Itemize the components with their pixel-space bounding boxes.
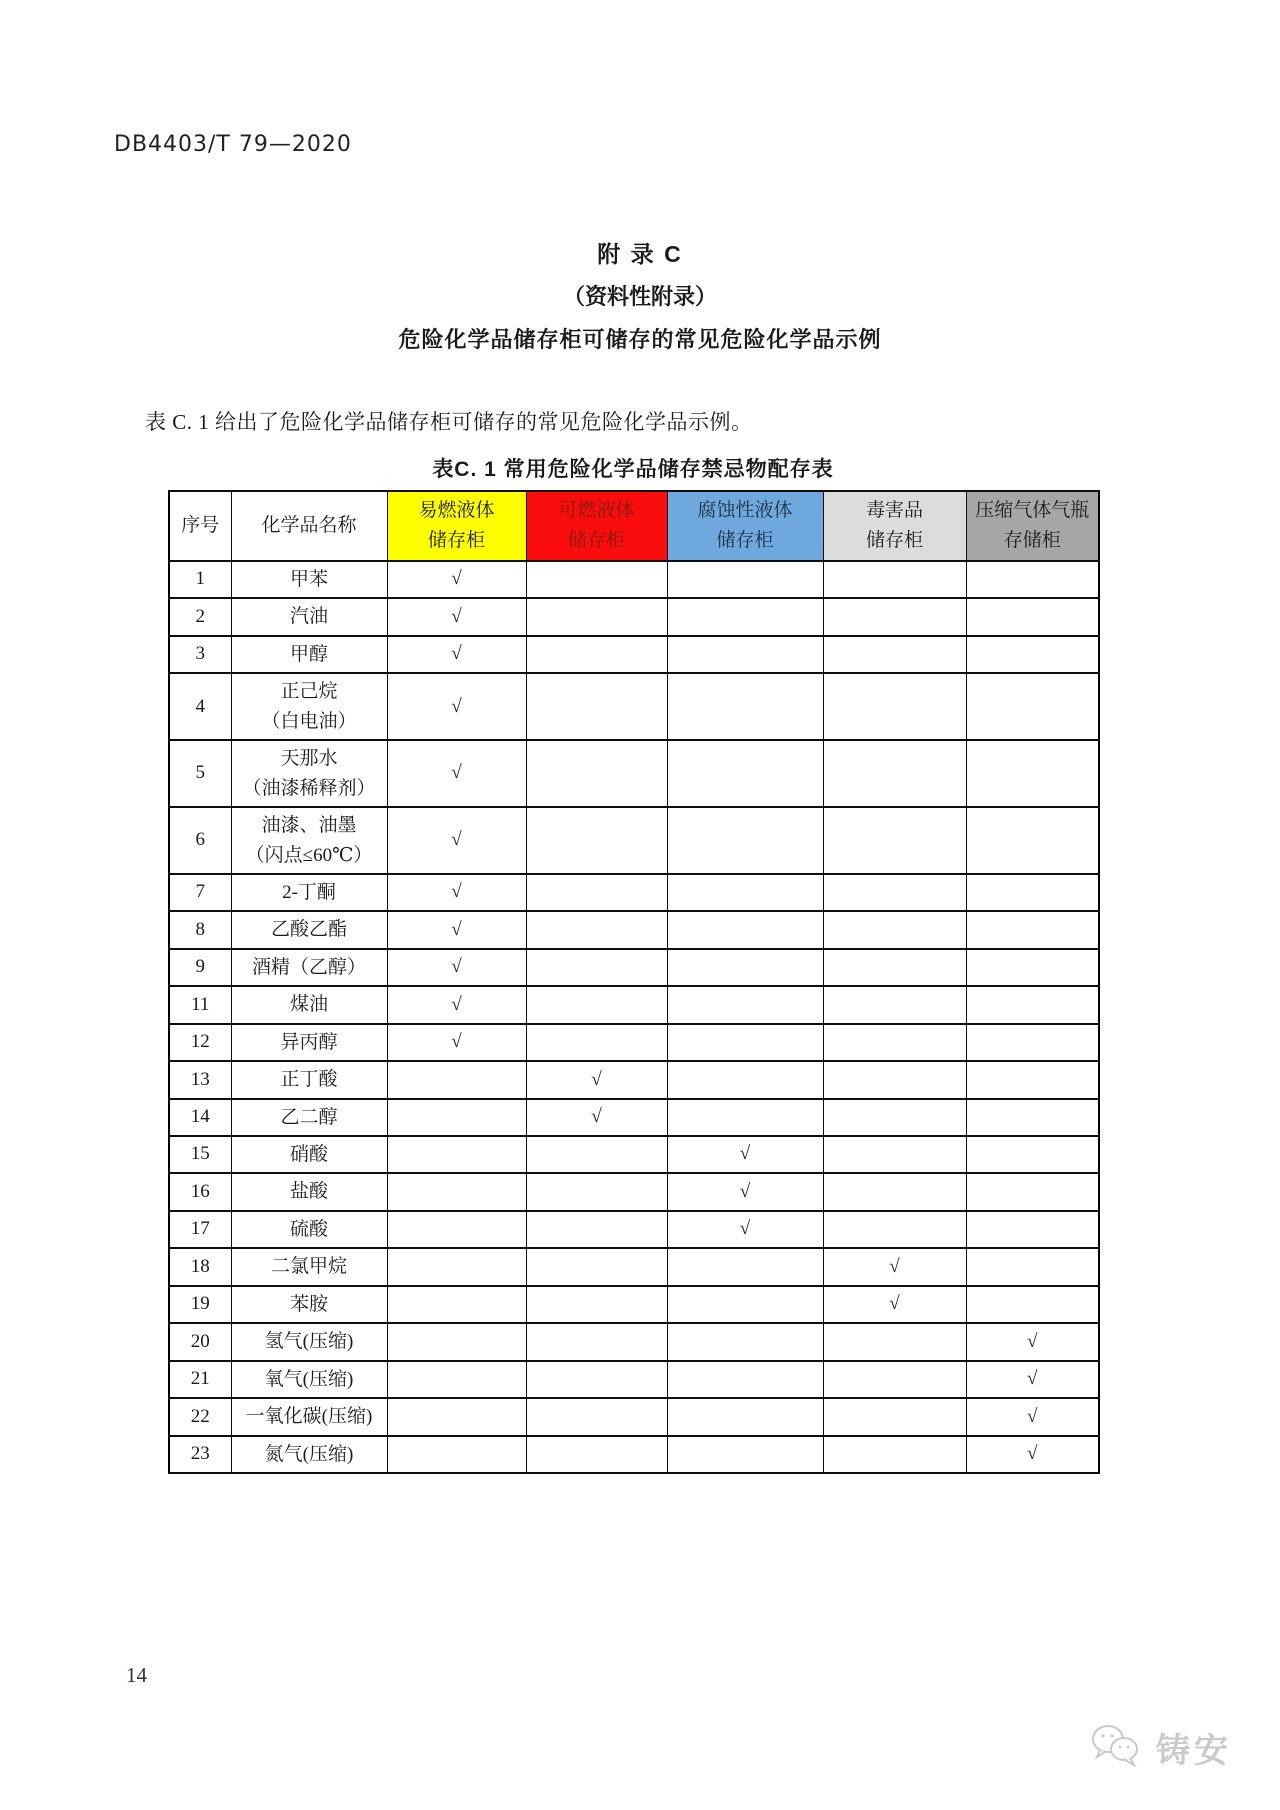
chemical-name-line: 正己烷 — [280, 681, 338, 703]
check-mark: √ — [451, 605, 462, 627]
table-row — [169, 598, 1099, 635]
cell-gas — [966, 949, 1099, 986]
watermark-text: 铸安 — [1156, 1732, 1232, 1770]
table-row — [169, 1173, 1099, 1210]
cell-toxic — [823, 949, 966, 986]
cell-chemical-name — [231, 636, 387, 673]
cell-flammable — [387, 673, 526, 740]
cell-toxic — [823, 1323, 966, 1360]
cell-toxic — [823, 1361, 966, 1398]
cell-corrosive — [667, 1361, 823, 1398]
chemical-name-line: 汽油 — [289, 606, 328, 628]
chemical-name-line: 氧气(压缩) — [264, 1368, 354, 1390]
check-mark: √ — [889, 1293, 900, 1315]
cell-gas — [966, 1361, 1099, 1398]
cell-chemical-name — [231, 986, 387, 1023]
check-mark: √ — [1027, 1368, 1038, 1390]
table-row — [169, 1398, 1099, 1435]
cell-index: 11 — [169, 986, 231, 1023]
table-row — [169, 1136, 1099, 1173]
cell-toxic — [823, 1136, 966, 1173]
cell-combustible — [526, 1248, 667, 1285]
cell-flammable — [387, 636, 526, 673]
cell-index: 15 — [169, 1136, 231, 1173]
intro-paragraph: 表 C. 1 给出了危险化学品储存柜可储存的常见危险化学品示例。 — [145, 410, 753, 434]
cell-index: 17 — [169, 1211, 231, 1248]
wechat-bubbles-icon — [1088, 1722, 1142, 1773]
cell-index: 1 — [169, 561, 231, 598]
check-mark: √ — [451, 918, 462, 940]
cell-toxic — [823, 636, 966, 673]
cell-index: 23 — [169, 1436, 231, 1473]
cell-chemical-name — [231, 1398, 387, 1435]
chemical-name-line: 酒精（乙醇） — [251, 956, 366, 978]
cell-index: 16 — [169, 1173, 231, 1210]
cell-chemical-name — [231, 911, 387, 948]
cell-flammable — [387, 1136, 526, 1173]
cell-corrosive — [667, 1024, 823, 1061]
cell-index: 2 — [169, 598, 231, 635]
cell-toxic — [823, 911, 966, 948]
cell-flammable — [387, 1211, 526, 1248]
cell-gas — [966, 673, 1099, 740]
cell-corrosive — [667, 911, 823, 948]
cell-corrosive — [667, 1323, 823, 1360]
cell-corrosive — [667, 561, 823, 598]
cell-corrosive — [667, 1398, 823, 1435]
appendix-subtitle: （资料性附录） — [562, 284, 717, 309]
table-row — [169, 636, 1099, 673]
cell-chemical-name — [231, 673, 387, 740]
cell-flammable — [387, 1286, 526, 1323]
check-mark: √ — [591, 1106, 602, 1128]
table-row — [169, 561, 1099, 598]
check-mark: √ — [1027, 1405, 1038, 1427]
cell-index: 9 — [169, 949, 231, 986]
cell-corrosive — [667, 1099, 823, 1136]
col-header-label: 化学品名称 — [261, 514, 357, 536]
check-mark: √ — [451, 762, 462, 784]
cell-chemical-name — [231, 1173, 387, 1210]
appendix-titles — [0, 236, 1280, 354]
cell-chemical-name — [231, 1286, 387, 1323]
chemical-name-line: 氢气(压缩) — [264, 1331, 354, 1353]
cell-index: 12 — [169, 1024, 231, 1061]
watermark — [1088, 1722, 1232, 1773]
cell-index: 22 — [169, 1398, 231, 1435]
cell-toxic — [823, 1173, 966, 1210]
col-header-label: 储存柜 — [865, 530, 923, 551]
table-caption: 表C. 1 常用危险化学品储存禁忌物配存表 — [432, 458, 834, 481]
table-row — [169, 1361, 1099, 1398]
cell-gas — [966, 561, 1099, 598]
check-mark: √ — [1027, 1442, 1038, 1464]
cell-index: 19 — [169, 1286, 231, 1323]
table-row — [169, 911, 1099, 948]
cell-corrosive — [667, 1061, 823, 1098]
chemical-name-line: 2-丁酮 — [282, 881, 336, 903]
chemical-name-line: 乙二醇 — [280, 1106, 338, 1128]
cell-gas — [966, 1248, 1099, 1285]
table-row — [169, 1248, 1099, 1285]
cell-gas — [966, 1436, 1099, 1473]
cell-toxic — [823, 1248, 966, 1285]
cell-chemical-name — [231, 1061, 387, 1098]
chemical-name-line: 硫酸 — [289, 1218, 328, 1240]
table-row — [169, 1211, 1099, 1248]
chemical-name-line: 乙酸乙酯 — [270, 919, 347, 941]
cell-chemical-name — [231, 874, 387, 911]
cell-flammable — [387, 561, 526, 598]
cell-combustible — [526, 1398, 667, 1435]
check-mark: √ — [451, 643, 462, 665]
cell-flammable — [387, 1398, 526, 1435]
cell-chemical-name — [231, 1136, 387, 1173]
cell-chemical-name — [231, 598, 387, 635]
cell-flammable — [387, 949, 526, 986]
table-row — [169, 807, 1099, 874]
col-header-label: 储存柜 — [716, 530, 774, 551]
cell-chemical-name — [231, 1248, 387, 1285]
cell-corrosive — [667, 598, 823, 635]
cell-combustible — [526, 598, 667, 635]
cell-combustible — [526, 1436, 667, 1473]
col-header-label: 可燃液体 — [558, 499, 635, 521]
table-row — [169, 740, 1099, 807]
appendix-heading: 危险化学品储存柜可储存的常见危险化学品示例 — [398, 327, 882, 352]
cell-gas — [966, 1061, 1099, 1098]
check-mark: √ — [451, 695, 462, 717]
cell-index: 3 — [169, 636, 231, 673]
cell-gas — [966, 636, 1099, 673]
cell-toxic — [823, 1024, 966, 1061]
cell-flammable — [387, 986, 526, 1023]
cell-chemical-name — [231, 561, 387, 598]
cell-index: 20 — [169, 1323, 231, 1360]
cell-toxic — [823, 874, 966, 911]
cell-toxic — [823, 598, 966, 635]
table-row — [169, 874, 1099, 911]
cell-combustible — [526, 673, 667, 740]
chemical-name-line: 煤油 — [289, 994, 328, 1016]
cell-flammable — [387, 1099, 526, 1136]
header-row — [169, 491, 1099, 561]
col-header-label: 压缩气体气瓶 — [975, 499, 1090, 521]
table-body — [169, 561, 1099, 1473]
table-row — [169, 1323, 1099, 1360]
cell-index: 6 — [169, 807, 231, 874]
check-mark: √ — [451, 568, 462, 590]
check-mark: √ — [451, 829, 462, 851]
cell-gas — [966, 911, 1099, 948]
cell-combustible — [526, 1211, 667, 1248]
cell-flammable — [387, 1248, 526, 1285]
storage-compatibility-table — [168, 490, 1100, 1474]
cell-chemical-name — [231, 1099, 387, 1136]
cell-gas — [966, 1173, 1099, 1210]
cell-combustible — [526, 1061, 667, 1098]
cell-flammable — [387, 911, 526, 948]
cell-index: 4 — [169, 673, 231, 740]
cell-chemical-name — [231, 1436, 387, 1473]
cell-gas — [966, 986, 1099, 1023]
cell-flammable — [387, 598, 526, 635]
chemical-name-line: （油漆稀释剂） — [242, 777, 376, 799]
cell-flammable — [387, 1024, 526, 1061]
col-header-index — [169, 491, 231, 561]
cell-gas — [966, 1323, 1099, 1360]
check-mark: √ — [739, 1218, 751, 1240]
cell-chemical-name — [231, 1361, 387, 1398]
table-row — [169, 949, 1099, 986]
cell-toxic — [823, 1398, 966, 1435]
cell-gas — [966, 807, 1099, 874]
cell-gas — [966, 1211, 1099, 1248]
table-row — [169, 673, 1099, 740]
cell-toxic — [823, 673, 966, 740]
cell-flammable — [387, 874, 526, 911]
cell-corrosive — [667, 874, 823, 911]
cell-chemical-name — [231, 1211, 387, 1248]
cell-toxic — [823, 1099, 966, 1136]
chemical-name-line: 正丁酸 — [280, 1069, 338, 1091]
cell-toxic — [823, 1436, 966, 1473]
chemical-name-line: 一氧化碳(压缩) — [245, 1406, 373, 1428]
cell-toxic — [823, 561, 966, 598]
cell-flammable — [387, 807, 526, 874]
cell-toxic — [823, 740, 966, 807]
col-header-flammable — [387, 491, 526, 561]
cell-corrosive — [667, 1211, 823, 1248]
cell-toxic — [823, 1286, 966, 1323]
cell-flammable — [387, 1361, 526, 1398]
check-mark: √ — [451, 993, 462, 1015]
col-header-name — [231, 491, 387, 561]
col-header-label: 储存柜 — [567, 530, 625, 551]
check-mark: √ — [451, 956, 462, 978]
cell-gas — [966, 1398, 1099, 1435]
cell-chemical-name — [231, 1024, 387, 1061]
cell-chemical-name — [231, 740, 387, 807]
doc-code: DB4403/T 79—2020 — [114, 132, 352, 157]
chemical-name-line: 异丙醇 — [280, 1031, 338, 1053]
table-row — [169, 1024, 1099, 1061]
table-header — [169, 491, 1099, 561]
cell-gas — [966, 1286, 1099, 1323]
page-number: 14 — [126, 1663, 147, 1687]
cell-index: 21 — [169, 1361, 231, 1398]
check-mark: √ — [739, 1180, 751, 1202]
cell-flammable — [387, 1173, 526, 1210]
cell-corrosive — [667, 740, 823, 807]
cell-index: 18 — [169, 1248, 231, 1285]
cell-combustible — [526, 807, 667, 874]
chemical-name-line: （闪点≤60℃） — [245, 844, 373, 866]
cell-chemical-name — [231, 949, 387, 986]
col-header-label: 腐蚀性液体 — [697, 499, 793, 521]
col-header-label: 易燃液体 — [418, 499, 495, 521]
cell-gas — [966, 598, 1099, 635]
chemical-name-line: 氮气(压缩) — [264, 1443, 354, 1465]
cell-combustible — [526, 949, 667, 986]
col-header-label: 序号 — [181, 514, 220, 536]
cell-flammable — [387, 740, 526, 807]
cell-combustible — [526, 911, 667, 948]
cell-corrosive — [667, 1286, 823, 1323]
cell-gas — [966, 1136, 1099, 1173]
check-mark: √ — [1027, 1330, 1038, 1352]
cell-gas — [966, 874, 1099, 911]
col-header-gas — [966, 491, 1099, 561]
cell-combustible — [526, 1136, 667, 1173]
col-header-label: 毒害品 — [865, 499, 923, 521]
chemical-name-line: 苯胺 — [289, 1293, 328, 1315]
table-row — [169, 1436, 1099, 1473]
cell-gas — [966, 1099, 1099, 1136]
cell-toxic — [823, 1211, 966, 1248]
cell-corrosive — [667, 673, 823, 740]
cell-corrosive — [667, 986, 823, 1023]
cell-toxic — [823, 807, 966, 874]
cell-gas — [966, 1024, 1099, 1061]
chemical-name-line: 甲苯 — [289, 569, 328, 590]
cell-combustible — [526, 1286, 667, 1323]
cell-combustible — [526, 740, 667, 807]
chemical-name-line: 硝酸 — [289, 1144, 328, 1165]
chemical-name-line: 天那水 — [280, 748, 338, 770]
col-header-toxic — [823, 491, 966, 561]
col-header-label: 存储柜 — [1003, 530, 1061, 551]
cell-corrosive — [667, 1173, 823, 1210]
check-mark: √ — [451, 881, 462, 903]
cell-combustible — [526, 986, 667, 1023]
col-header-label: 储存柜 — [427, 530, 485, 551]
check-mark: √ — [451, 1031, 462, 1053]
cell-chemical-name — [231, 807, 387, 874]
cell-flammable — [387, 1323, 526, 1360]
appendix-title: 附 录 C — [597, 241, 683, 267]
cell-index: 7 — [169, 874, 231, 911]
cell-flammable — [387, 1436, 526, 1473]
cell-combustible — [526, 1024, 667, 1061]
cell-index: 14 — [169, 1099, 231, 1136]
cell-combustible — [526, 1099, 667, 1136]
cell-combustible — [526, 1361, 667, 1398]
cell-corrosive — [667, 807, 823, 874]
cell-index: 8 — [169, 911, 231, 948]
chemical-name-line: 二氯甲烷 — [270, 1256, 347, 1278]
table-row — [169, 986, 1099, 1023]
table-row — [169, 1286, 1099, 1323]
cell-toxic — [823, 1061, 966, 1098]
cell-corrosive — [667, 1136, 823, 1173]
col-header-combustible — [526, 491, 667, 561]
cell-toxic — [823, 986, 966, 1023]
cell-combustible — [526, 636, 667, 673]
chemical-name-line: 油漆、油墨 — [261, 815, 357, 837]
chemical-name-line: （白电油） — [261, 710, 357, 732]
col-header-corrosive — [667, 491, 823, 561]
check-mark: √ — [889, 1255, 900, 1277]
cell-combustible — [526, 561, 667, 598]
cell-chemical-name — [231, 1323, 387, 1360]
cell-corrosive — [667, 1436, 823, 1473]
chemical-name-line: 甲醇 — [289, 643, 328, 665]
check-mark: √ — [739, 1143, 751, 1165]
table-row — [169, 1099, 1099, 1136]
cell-corrosive — [667, 636, 823, 673]
cell-corrosive — [667, 949, 823, 986]
cell-combustible — [526, 874, 667, 911]
table-row — [169, 1061, 1099, 1098]
cell-combustible — [526, 1173, 667, 1210]
cell-combustible — [526, 1323, 667, 1360]
cell-gas — [966, 740, 1099, 807]
chemical-name-line: 盐酸 — [289, 1181, 328, 1203]
cell-index: 5 — [169, 740, 231, 807]
cell-index: 13 — [169, 1061, 231, 1098]
check-mark: √ — [591, 1068, 602, 1090]
cell-flammable — [387, 1061, 526, 1098]
cell-corrosive — [667, 1248, 823, 1285]
